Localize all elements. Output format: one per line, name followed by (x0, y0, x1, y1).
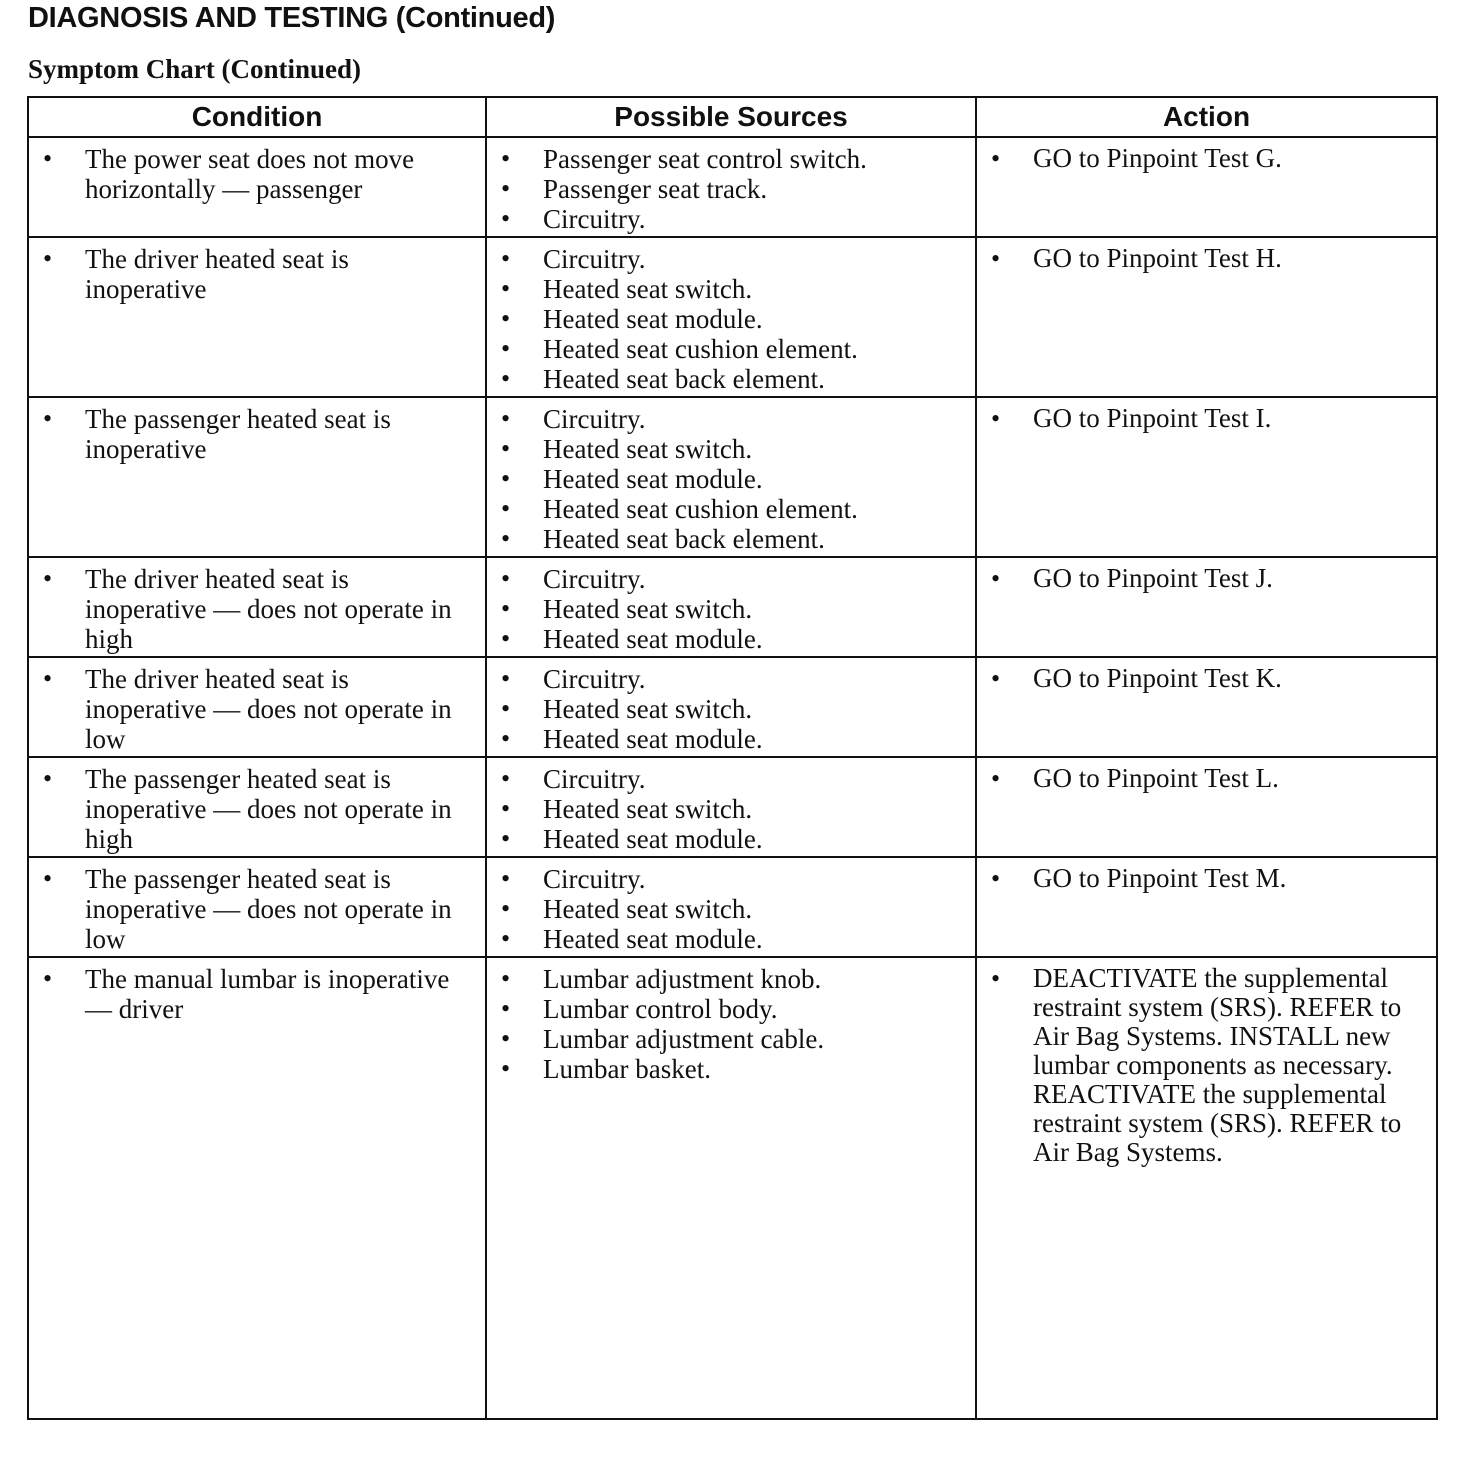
source-item: • Heated seat module. (497, 924, 965, 954)
action-text: • GO to Pinpoint Test M. (987, 864, 1426, 893)
action-cell (976, 557, 1437, 657)
table-row (28, 657, 1437, 757)
action-cell (976, 137, 1437, 237)
header-row (28, 97, 1437, 137)
action-text: • GO to Pinpoint Test J. (987, 564, 1426, 593)
action-text: • GO to Pinpoint Test K. (987, 664, 1426, 693)
column-header-possible-sources: Possible Sources (486, 97, 976, 137)
source-item: • Heated seat switch. (497, 694, 965, 724)
condition-cell (28, 957, 486, 1419)
action-text: • GO to Pinpoint Test H. (987, 244, 1426, 273)
source-item: • Heated seat switch. (497, 594, 965, 624)
action-cell (976, 237, 1437, 397)
condition-cell (28, 857, 486, 957)
sources-cell (486, 657, 976, 757)
source-item: • Heated seat switch. (497, 274, 965, 304)
source-item: • Heated seat module. (497, 724, 965, 754)
source-item: • Heated seat back element. (497, 524, 965, 554)
source-item: • Lumbar adjustment knob. (497, 964, 965, 994)
action-cell (976, 397, 1437, 557)
source-item: • Circuitry. (497, 204, 965, 234)
source-item: • Heated seat switch. (497, 434, 965, 464)
condition-cell (28, 237, 486, 397)
condition-text: • The passenger heated seat is inoperative — does not operate in low (39, 864, 475, 954)
source-item: • Passenger seat track. (497, 174, 965, 204)
action-cell (976, 757, 1437, 857)
condition-cell (28, 757, 486, 857)
table-row (28, 137, 1437, 237)
symptom-chart-table (27, 96, 1438, 1420)
sources-cell (486, 757, 976, 857)
condition-text: • The driver heated seat is inoperative (39, 244, 475, 304)
source-item: • Lumbar adjustment cable. (497, 1024, 965, 1054)
source-item: • Circuitry. (497, 404, 965, 434)
source-item: • Heated seat module. (497, 824, 965, 854)
sources-cell (486, 137, 976, 237)
source-item: • Circuitry. (497, 244, 965, 274)
source-item: • Heated seat module. (497, 464, 965, 494)
source-item: • Heated seat back element. (497, 364, 965, 394)
action-cell (976, 657, 1437, 757)
action-cell (976, 857, 1437, 957)
table-row (28, 857, 1437, 957)
condition-text: • The power seat does not move horizontally — passenger (39, 144, 475, 204)
chart-body (28, 137, 1437, 1419)
condition-text: • The passenger heated seat is inoperative — does not operate in high (39, 764, 475, 854)
source-item: • Heated seat module. (497, 624, 965, 654)
source-item: • Circuitry. (497, 664, 965, 694)
chart-title: Symptom Chart (Continued) (28, 54, 362, 84)
condition-text: • The manual lumbar is inoperative — driver (39, 964, 475, 1024)
source-item: • Circuitry. (497, 864, 965, 894)
source-item: • Passenger seat control switch. (497, 144, 965, 174)
sources-cell (486, 397, 976, 557)
page-heading: DIAGNOSIS AND TESTING (Continued) (28, 2, 556, 34)
action-text: • GO to Pinpoint Test L. (987, 764, 1426, 793)
action-text: • GO to Pinpoint Test G. (987, 144, 1426, 173)
column-header-action: Action (976, 97, 1437, 137)
condition-cell (28, 557, 486, 657)
condition-text: • The passenger heated seat is inoperative (39, 404, 475, 464)
sources-cell (486, 237, 976, 397)
source-item: • Circuitry. (497, 564, 965, 594)
column-header-condition: Condition (28, 97, 486, 137)
sources-cell (486, 957, 976, 1419)
source-item: • Lumbar basket. (497, 1054, 965, 1084)
table-row (28, 237, 1437, 397)
table-row (28, 397, 1437, 557)
source-item: • Heated seat switch. (497, 794, 965, 824)
source-item: • Heated seat switch. (497, 894, 965, 924)
table-row (28, 957, 1437, 1419)
action-text: • DEACTIVATE the supplemental restraint system (SRS). REFER to Air Bag Systems. INSTALL new lumbar components as necessary. REACTIVATE the supplemental restraint system (SRS). REFER to Air Bag Systems. (987, 964, 1426, 1167)
action-text: • GO to Pinpoint Test I. (987, 404, 1426, 433)
condition-text: • The driver heated seat is inoperative — does not operate in low (39, 664, 475, 754)
table-row (28, 757, 1437, 857)
source-item: • Circuitry. (497, 764, 965, 794)
source-item: • Lumbar control body. (497, 994, 965, 1024)
sources-cell (486, 557, 976, 657)
action-cell (976, 957, 1437, 1419)
condition-text: • The driver heated seat is inoperative — does not operate in high (39, 564, 475, 654)
condition-cell (28, 397, 486, 557)
source-item: • Heated seat module. (497, 304, 965, 334)
source-item: • Heated seat cushion element. (497, 494, 965, 524)
condition-cell (28, 657, 486, 757)
sources-cell (486, 857, 976, 957)
table-row (28, 557, 1437, 657)
source-item: • Heated seat cushion element. (497, 334, 965, 364)
condition-cell (28, 137, 486, 237)
